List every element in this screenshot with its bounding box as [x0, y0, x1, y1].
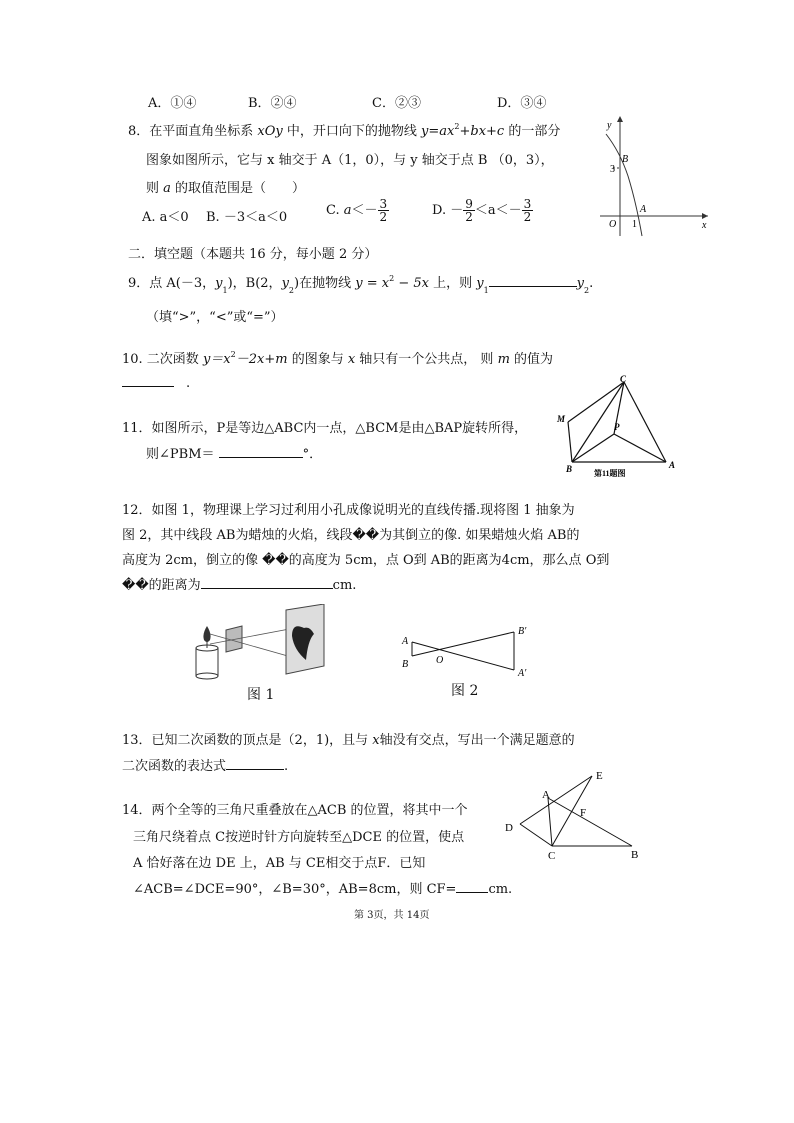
q10-line-1: 10. 二次函数 $y=x^2-2x+m$ 的图象与 x 轴只有一个公共点， 则 m 的值为 [122, 350, 554, 367]
q14-line-2: 三角尺绕着点 C按逆时针方向旋转至△DCE 的位置，使点 [133, 830, 465, 845]
label-y: y [607, 120, 612, 131]
parabola-figure [596, 112, 716, 240]
q7-option-a: A．①④ [148, 96, 197, 111]
page-footer: 第 3页，共 14页 [354, 910, 430, 921]
label-f: F [580, 807, 587, 819]
q12-line-2: 图 2，其中线段 AB为蜡烛的火焰，线段��为其倒立的像. 如果蜡烛火焰 AB的 [122, 528, 580, 543]
figure-caption: 第11题图 [594, 469, 626, 478]
pinhole-figure-2 [398, 618, 546, 680]
label-b: B [622, 154, 629, 165]
q11-line-2: 则∠PBM＝ °． [146, 447, 323, 462]
q13-answer-blank[interactable] [226, 757, 284, 770]
q14-line-1: 14．两个全等的三角尺重叠放在△ACB 的位置，将其中一个 [122, 803, 468, 818]
triangle-figure-11 [552, 372, 682, 482]
label-b: B [566, 464, 573, 474]
label-x: x [702, 220, 707, 231]
q7-option-c: C．②③ [372, 96, 421, 111]
q7-option-d: D．③④ [497, 96, 547, 111]
q8-option-b: B. －3＜a＜0 [206, 210, 288, 225]
q10-answer-blank[interactable] [122, 374, 174, 387]
label-p: P [614, 422, 620, 432]
q14-line-3: A 恰好落在边 DE 上，AB 与 CE相交于点F．已知 [133, 856, 426, 871]
candle-flame-icon [203, 626, 210, 642]
q13-line-1: 13．已知二次函数的顶点是（2，1)，且与 x轴没有交点，写出一个满足题意的 [122, 733, 575, 748]
q12-line-1: 12．如图 1，物理课上学习过利用小孔成像说明光的直线传播.现将图 1 抽象为 [122, 503, 575, 518]
q8-line-1: 8．在平面直角坐标系 xOy 中，开口向下的抛物线 $y=ax^2+bx+c$ 的一部分 [128, 122, 561, 139]
label-o: O [609, 219, 617, 230]
q9-line-2: （填“>”，“<”或“=”） [146, 310, 284, 325]
q9-answer-blank[interactable] [489, 274, 577, 287]
x-axis-arrow [702, 213, 708, 219]
q12-line-3: 高度为 2cm，倒立的像 ��的高度为 5cm，点 O到 AB的距离为4cm，那么点 O到 [122, 553, 610, 568]
q10-line-2: . [122, 374, 190, 391]
pinhole-figure-1 [192, 604, 334, 682]
q11-answer-blank[interactable] [219, 445, 303, 458]
label-m: M [557, 414, 566, 424]
label-c: C [548, 850, 556, 862]
label-1: 1 [632, 219, 637, 230]
label-b: B [631, 849, 639, 861]
q7-option-b: B．②④ [248, 96, 297, 111]
q12-line-4: ��的距离为 cm. [122, 578, 357, 593]
q8-option-d: D. － $\frac{9}{2}$ ＜a＜－ $\frac{3}{2}$ [432, 197, 532, 224]
label-3: 3 [610, 164, 615, 175]
label-c: C [620, 374, 627, 384]
y-axis-arrow [617, 116, 623, 122]
q8-option-a: A. a＜0 [142, 210, 189, 225]
label-a: A [542, 789, 550, 801]
triangle-figure-14 [500, 766, 650, 866]
label-a: A [669, 460, 676, 470]
q9-line-1: 9．点 A(－3，$y_1$)，B(2，$y_2$)在抛物线 $y = x^2 - 5x$ 上，则 $y_1$ $y_2$. [128, 274, 594, 295]
label-e: E [596, 770, 603, 782]
fig2-caption: 图 2 [451, 683, 479, 699]
candle-body [196, 648, 218, 676]
q8-line-3: 则 a 的取值范围是（ ） [146, 181, 306, 196]
section-title: 二．填空题（本题共 16 分，每小题 2 分） [128, 247, 378, 262]
q11-line-1: 11．如图所示，P是等边△ABC内一点，△BCM是由△BAP旋转所得， [122, 421, 528, 436]
q8-option-c: C. a＜－ $\frac{3}{2}$ [326, 197, 388, 224]
label-b: B [402, 659, 409, 670]
label-b-prime: B′ [518, 626, 527, 637]
q14-line-4: ∠ACB=∠DCE=90°，∠B=30°，AB=8cm，则 CF= cm. [133, 882, 513, 897]
q8-line-2: 图象如图所示，它与 x 轴交于 A（1，0），与 y 轴交于点 B （0，3）， [146, 153, 554, 168]
label-a-prime: A′ [518, 668, 527, 679]
q12-answer-blank[interactable] [201, 576, 333, 589]
fig1-caption: 图 1 [247, 687, 275, 703]
q14-answer-blank[interactable] [456, 880, 488, 893]
label-a: A [402, 636, 409, 647]
label-d: D [505, 822, 513, 834]
label-o: O [436, 655, 444, 666]
label-a: A [640, 204, 647, 215]
q13-line-2: 二次函数的表达式 . [122, 759, 289, 774]
